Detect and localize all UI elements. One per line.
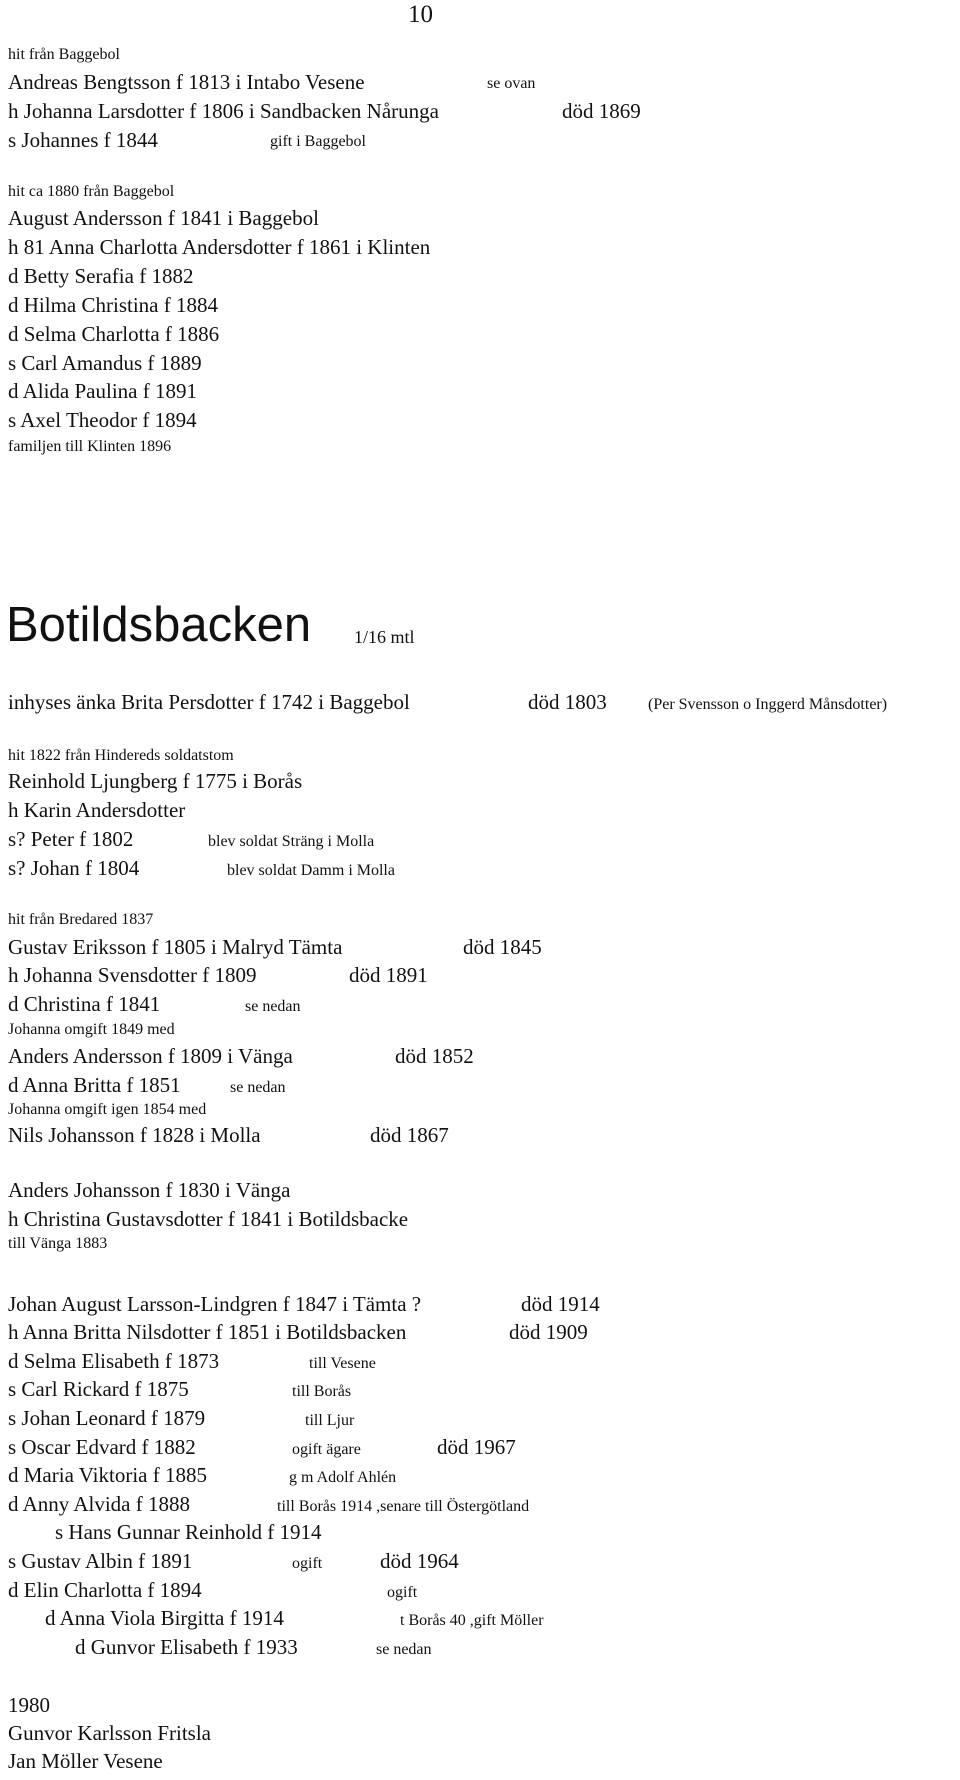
entry-note: se nedan: [245, 998, 301, 1015]
farm-share: 1/16 mtl: [354, 627, 415, 647]
entry-note: till Vänga 1883: [8, 1235, 108, 1252]
entry-line: d Maria Viktoria f 1885: [8, 1463, 207, 1487]
entry-line: s Johan Leonard f 1879: [8, 1406, 206, 1430]
entry-note: gift i Baggebol: [270, 133, 366, 150]
entry-note: till Vesene: [309, 1355, 376, 1372]
entry-note: Johanna omgift igen 1854 med: [8, 1101, 207, 1118]
death-date: död 1964: [380, 1549, 459, 1573]
death-date: död 1914: [521, 1292, 600, 1316]
entry-line: d Anny Alvida f 1888: [8, 1492, 190, 1516]
entry-note: ogift ägare: [292, 1441, 361, 1458]
death-date: död 1869: [562, 99, 641, 123]
entry-note: till Borås 1914 ,senare till Östergötland: [277, 1498, 530, 1515]
arrival-note: hit från Bredared 1837: [8, 911, 154, 928]
entry-note: ogift: [387, 1584, 418, 1601]
entry-line: Nils Johansson f 1828 i Molla: [8, 1123, 261, 1147]
entry-line: h Christina Gustavsdotter f 1841 i Botildsbacke: [8, 1207, 409, 1231]
entry-note: ogift: [292, 1555, 323, 1572]
entry-line: Andreas Bengtsson f 1813 i Intabo Vesene: [8, 70, 365, 94]
entry-line: s Oscar Edvard f 1882: [8, 1435, 196, 1459]
entry-line: Johan August Larsson-Lindgren f 1847 i Tämta ?: [8, 1292, 422, 1316]
entry-line: d Gunvor Elisabeth f 1933: [75, 1635, 298, 1659]
entry-note: se ovan: [487, 75, 536, 92]
entry-line: Reinhold Ljungberg f 1775 i Borås: [8, 769, 303, 793]
entry-note: Johanna omgift 1849 med: [8, 1021, 175, 1038]
entry-line: s? Johan f 1804: [8, 856, 140, 880]
entry-line: d Hilma Christina f 1884: [8, 293, 218, 317]
death-date: död 1803: [528, 690, 607, 714]
entry-line: s Hans Gunnar Reinhold f 1914: [55, 1520, 322, 1544]
entry-line: d Betty Serafia f 1882: [8, 264, 194, 288]
arrival-note: hit från Baggebol: [8, 46, 120, 63]
entry-line: d Christina f 1841: [8, 992, 161, 1016]
death-date: död 1909: [509, 1320, 588, 1344]
entry-note: t Borås 40 ,gift Möller: [400, 1612, 544, 1629]
entry-note: g m Adolf Ahlén: [289, 1469, 397, 1486]
entry-line: d Selma Charlotta f 1886: [8, 322, 220, 346]
page-number: 10: [408, 1, 433, 28]
entry-line: Anders Johansson f 1830 i Vänga: [8, 1178, 291, 1202]
entry-line: h Johanna Larsdotter f 1806 i Sandbacken Nårunga: [8, 99, 439, 123]
entry-line: d Alida Paulina f 1891: [8, 379, 197, 403]
death-date: död 1867: [370, 1123, 449, 1147]
entry-line: h Karin Andersdotter: [8, 798, 186, 822]
entry-note: blev soldat Sträng i Molla: [208, 833, 375, 850]
entry-note: till Ljur: [305, 1412, 355, 1429]
entry-line: h Johanna Svensdotter f 1809: [8, 963, 257, 987]
entry-line: Gustav Eriksson f 1805 i Malryd Tämta: [8, 935, 343, 959]
entry-line: Anders Andersson f 1809 i Vänga: [8, 1044, 293, 1068]
year-heading: 1980: [8, 1693, 50, 1717]
entry-line: s Johannes f 1844: [8, 128, 158, 152]
entry-line: d Selma Elisabeth f 1873: [8, 1349, 220, 1373]
entry-note: se nedan: [376, 1641, 432, 1658]
death-date: död 1891: [349, 963, 428, 987]
entry-note: familjen till Klinten 1896: [8, 438, 172, 455]
entry-line: h Anna Britta Nilsdotter f 1851 i Botildsbacken: [8, 1320, 407, 1344]
arrival-note: hit ca 1880 från Baggebol: [8, 183, 175, 200]
entry-line: d Anna Britta f 1851: [8, 1073, 181, 1097]
arrival-note: hit 1822 från Hindereds soldatstom: [8, 747, 234, 764]
entry-line: inhyses änka Brita Persdotter f 1742 i Baggebol: [8, 690, 410, 714]
entry-line: d Anna Viola Birgitta f 1914: [45, 1606, 284, 1630]
entry-line: Gunvor Karlsson Fritsla: [8, 1721, 211, 1745]
entry-line: Jan Möller Vesene: [8, 1749, 163, 1773]
death-date: död 1845: [463, 935, 542, 959]
death-date: död 1967: [437, 1435, 516, 1459]
entry-line: s Carl Rickard f 1875: [8, 1377, 189, 1401]
entry-line: s Axel Theodor f 1894: [8, 408, 197, 432]
entry-line: d Elin Charlotta f 1894: [8, 1578, 202, 1602]
entry-line: s Gustav Albin f 1891: [8, 1549, 193, 1573]
entry-note: till Borås: [292, 1383, 352, 1400]
farm-heading: Botildsbacken: [6, 598, 312, 652]
entry-note: se nedan: [230, 1079, 286, 1096]
entry-line: s? Peter f 1802: [8, 827, 134, 851]
entry-note: (Per Svensson o Inggerd Månsdotter): [648, 696, 888, 713]
entry-note: blev soldat Damm i Molla: [227, 862, 395, 879]
entry-line: August Andersson f 1841 i Baggebol: [8, 206, 319, 230]
entry-line: s Carl Amandus f 1889: [8, 351, 202, 375]
death-date: död 1852: [395, 1044, 474, 1068]
entry-line: h 81 Anna Charlotta Andersdotter f 1861 i Klinten: [8, 235, 431, 259]
